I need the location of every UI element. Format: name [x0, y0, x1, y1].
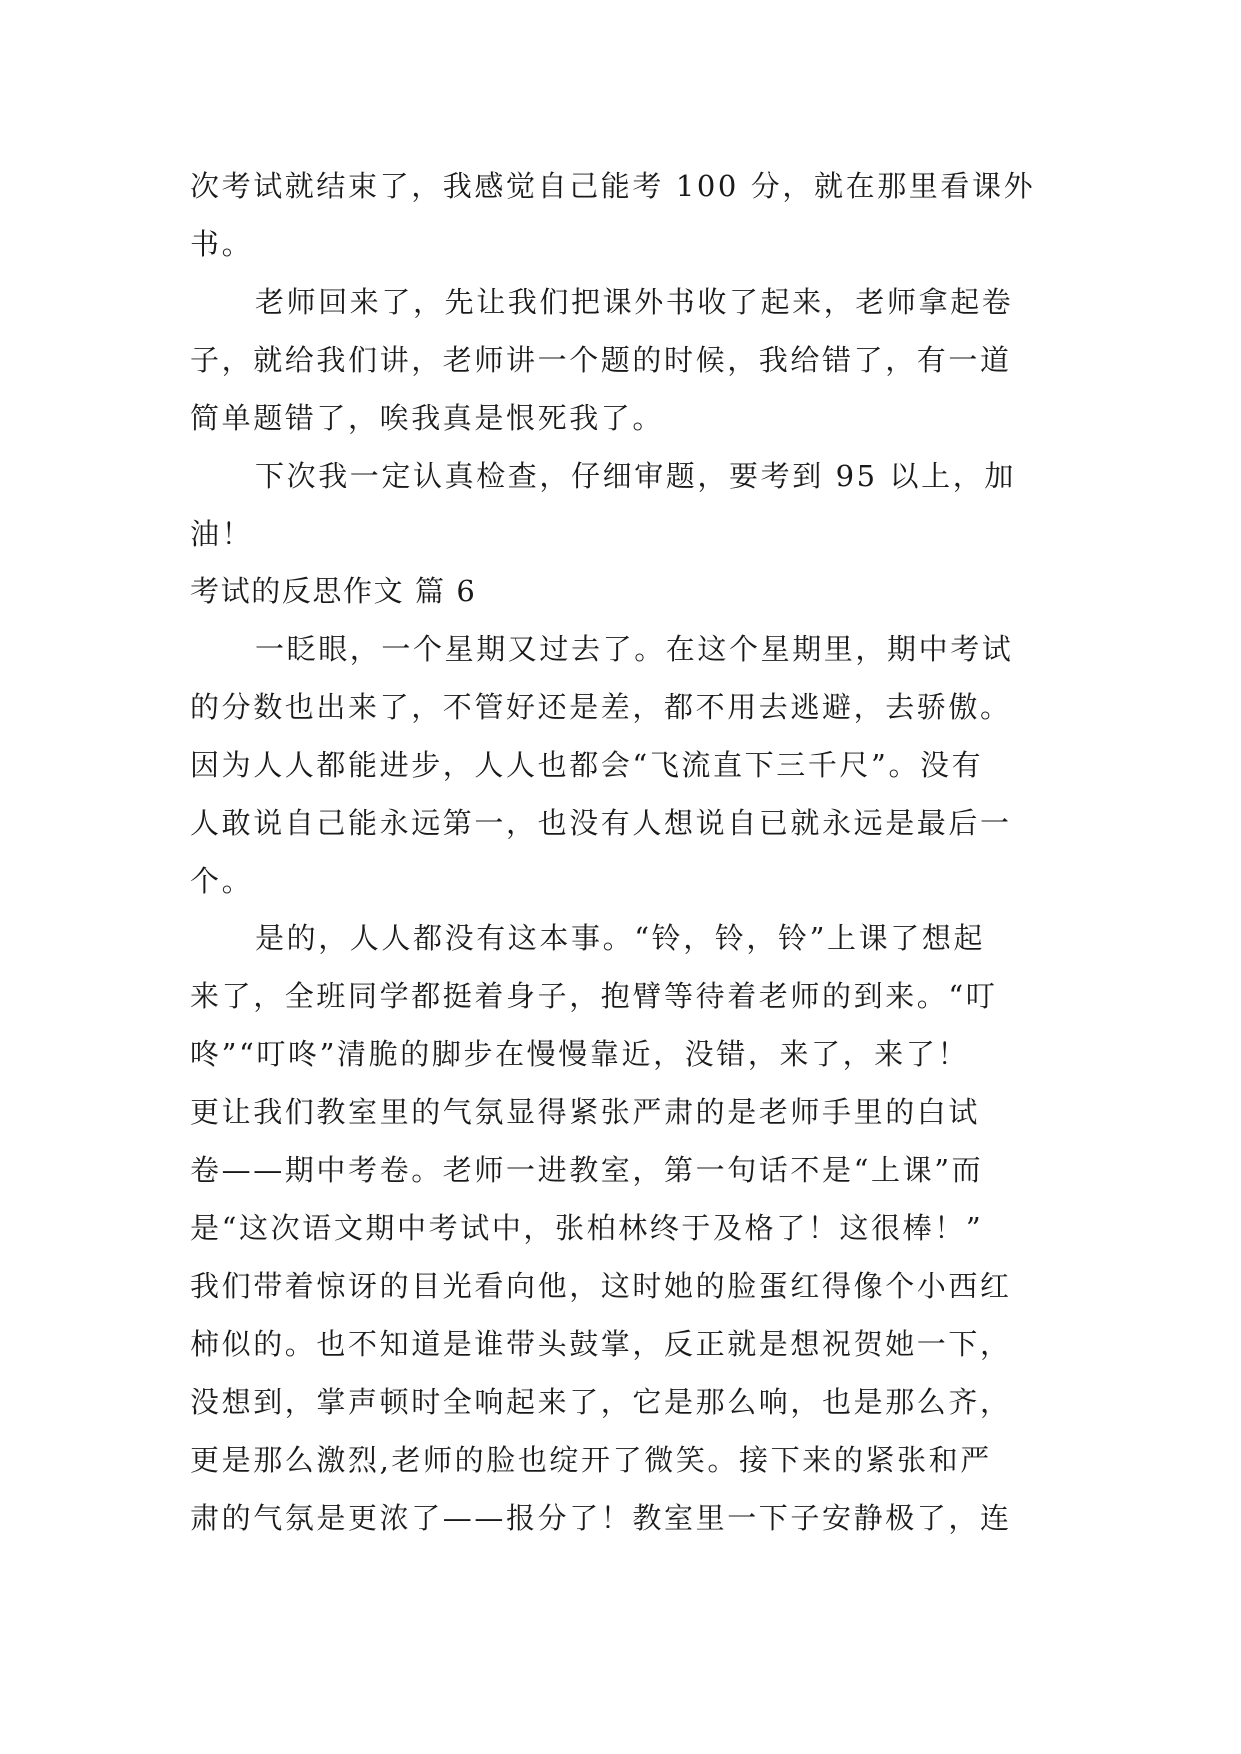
paragraph-first-line: 老师回来了，先让我们把课外书收了起来，老师拿起卷 [255, 285, 1014, 319]
text-line: 来了，全班同学都挺着身子，抱臂等待着老师的到来。“叮 [190, 979, 998, 1013]
section-heading: 考试的反思作文 篇 6 [190, 574, 477, 608]
text-line: 更是那么激烈,老师的脸也绽开了微笑。接下来的紧张和严 [190, 1443, 992, 1477]
text-line: 的分数也出来了，不管好还是差，都不用去逃避，去骄傲。 [190, 690, 1012, 724]
paragraph-first-line: 下次我一定认真检查，仔细审题，要考到 95 以上，加 [255, 459, 1016, 493]
text-line: 咚”“叮咚”清脆的脚步在慢慢靠近，没错，来了，来了！ [190, 1037, 970, 1071]
paragraph-first-line: 是的，人人都没有这本事。“铃，铃，铃”上课了想起 [255, 921, 986, 955]
paragraph-first-line: 一眨眼，一个星期又过去了。在这个星期里，期中考试 [255, 632, 1014, 666]
text-line: 是“这次语文期中考试中，张柏林终于及格了！这很棒！” [190, 1211, 984, 1245]
text-line: 书。 [190, 227, 254, 261]
text-line: 子，就给我们讲，老师讲一个题的时候，我给错了，有一道 [190, 343, 1012, 377]
text-line: 个。 [190, 864, 254, 898]
text-line: 次考试就结束了，我感觉自己能考 100 分，就在那里看课外 [190, 169, 1036, 203]
text-line: 柿似的。也不知道是谁带头鼓掌，反正就是想祝贺她一下， [190, 1327, 1012, 1361]
text-line: 因为人人都能进步，人人也都会“飞流直下三千尺”。没有 [190, 748, 984, 782]
text-line: 油！ [190, 517, 254, 551]
text-line: 没想到，掌声顿时全响起来了，它是那么响，也是那么齐， [190, 1385, 1012, 1419]
text-line: 简单题错了，唉我真是恨死我了。 [190, 401, 665, 435]
text-line: 肃的气氛是更浓了——报分了！教室里一下子安静极了，连 [190, 1501, 1012, 1535]
text-line: 人敢说自己能永远第一，也没有人想说自已就永远是最后一 [190, 806, 1012, 840]
text-line: 更让我们教室里的气氛显得紧张严肃的是老师手里的白试 [190, 1095, 981, 1129]
text-line: 卷——期中考卷。老师一进教室，第一句话不是“上课”而 [190, 1153, 984, 1187]
text-line: 我们带着惊讶的目光看向他，这时她的脸蛋红得像个小西红 [190, 1269, 1012, 1303]
